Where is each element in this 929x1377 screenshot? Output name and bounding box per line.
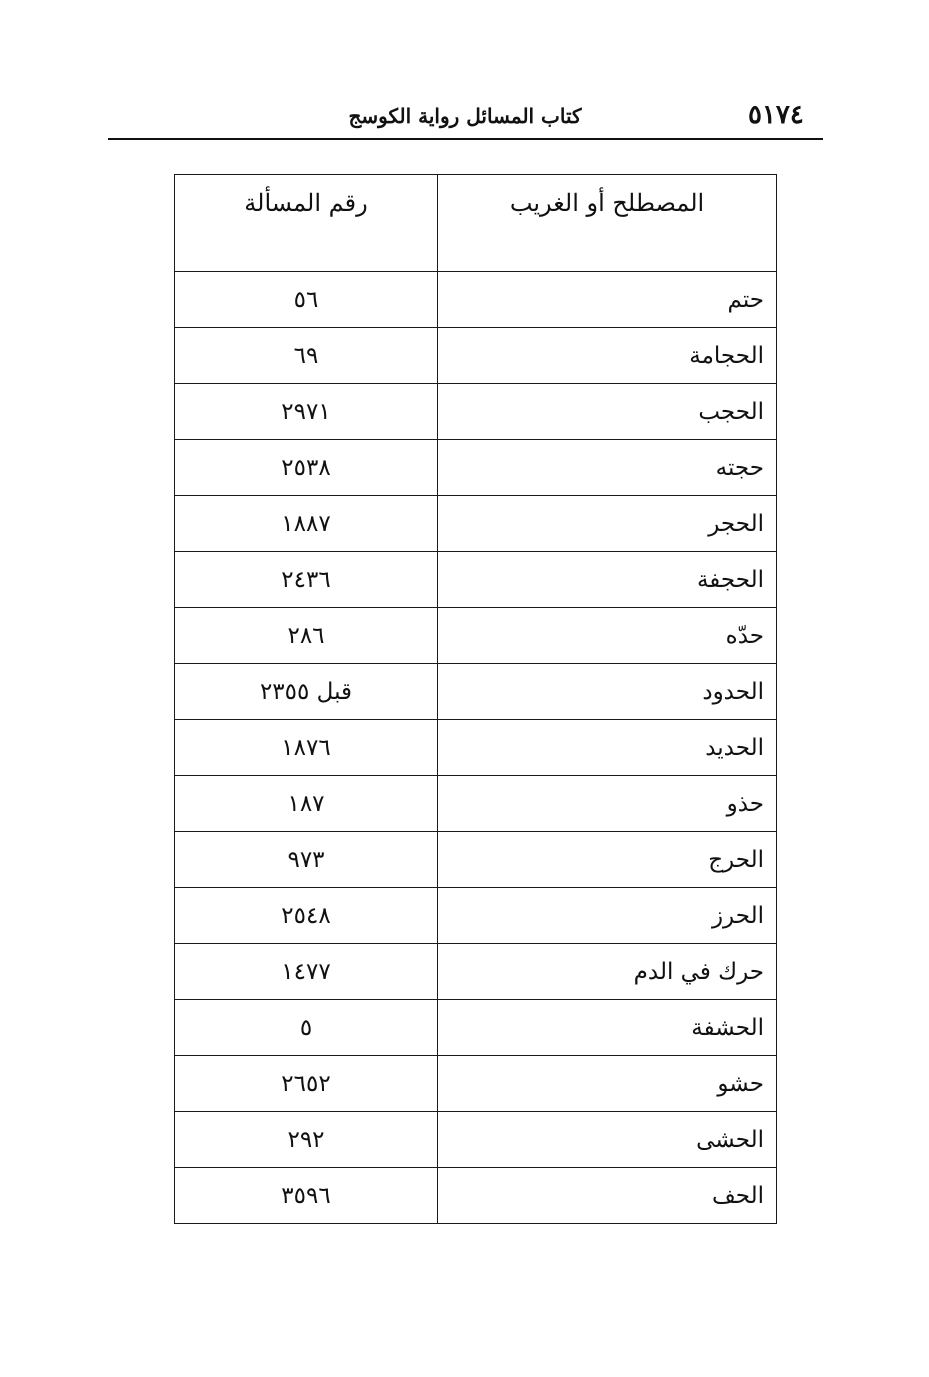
term-cell: الحدود	[438, 664, 777, 720]
term-cell: الحرز	[438, 888, 777, 944]
term-cell: حشو	[438, 1056, 777, 1112]
term-cell: حرك في الدم	[438, 944, 777, 1000]
issue-number-cell: ٢٥٤٨	[175, 888, 438, 944]
page-number: ٥١٧٤	[748, 100, 804, 130]
term-cell: الحجامة	[438, 328, 777, 384]
issue-number-cell: ٥	[175, 1000, 438, 1056]
running-title: كتاب المسائل رواية الكوسج	[348, 104, 582, 128]
term-cell: حذو	[438, 776, 777, 832]
table-row	[175, 832, 777, 888]
term-cell: الحديد	[438, 720, 777, 776]
term-cell: الحشى	[438, 1112, 777, 1168]
issue-number-cell: ٢٩٧١	[175, 384, 438, 440]
issue-number-cell: ٦٩	[175, 328, 438, 384]
issue-number-cell: ٢٩٢	[175, 1112, 438, 1168]
issue-number-cell: ٢٤٣٦	[175, 552, 438, 608]
table-header-row	[175, 175, 777, 272]
table-row	[175, 1056, 777, 1112]
issue-number-cell: ٣٥٩٦	[175, 1168, 438, 1224]
table-row	[175, 1168, 777, 1224]
term-cell: حجته	[438, 440, 777, 496]
table-row	[175, 944, 777, 1000]
table-body	[175, 272, 777, 1224]
column-header-issue-number: رقم المسألة	[175, 175, 438, 272]
term-cell: الحرج	[438, 832, 777, 888]
term-cell: حتم	[438, 272, 777, 328]
issue-number-cell: ٢٦٥٢	[175, 1056, 438, 1112]
issue-number-cell: ١٨٧٦	[175, 720, 438, 776]
table-row	[175, 776, 777, 832]
terms-index-table	[174, 174, 777, 1224]
issue-number-cell: قبل ٢٣٥٥	[175, 664, 438, 720]
term-cell: حدّه	[438, 608, 777, 664]
term-cell: الحجب	[438, 384, 777, 440]
table-row	[175, 384, 777, 440]
issue-number-cell: ٢٥٣٨	[175, 440, 438, 496]
table-row	[175, 272, 777, 328]
issue-number-cell: ١٨٧	[175, 776, 438, 832]
table-row	[175, 608, 777, 664]
term-cell: الحف	[438, 1168, 777, 1224]
table-row	[175, 328, 777, 384]
term-cell: الحشفة	[438, 1000, 777, 1056]
issue-number-cell: ٩٧٣	[175, 832, 438, 888]
table-row	[175, 720, 777, 776]
table-row	[175, 1000, 777, 1056]
column-header-term: المصطلح أو الغريب	[438, 175, 777, 272]
table-row	[175, 888, 777, 944]
issue-number-cell: ٥٦	[175, 272, 438, 328]
table-header	[175, 175, 777, 272]
table-row	[175, 496, 777, 552]
issue-number-cell: ١٨٨٧	[175, 496, 438, 552]
table-row	[175, 1112, 777, 1168]
table-row	[175, 440, 777, 496]
issue-number-cell: ١٤٧٧	[175, 944, 438, 1000]
table-row	[175, 552, 777, 608]
table-row	[175, 664, 777, 720]
header-divider	[108, 138, 823, 140]
term-cell: الحجفة	[438, 552, 777, 608]
issue-number-cell: ٢٨٦	[175, 608, 438, 664]
term-cell: الحجر	[438, 496, 777, 552]
